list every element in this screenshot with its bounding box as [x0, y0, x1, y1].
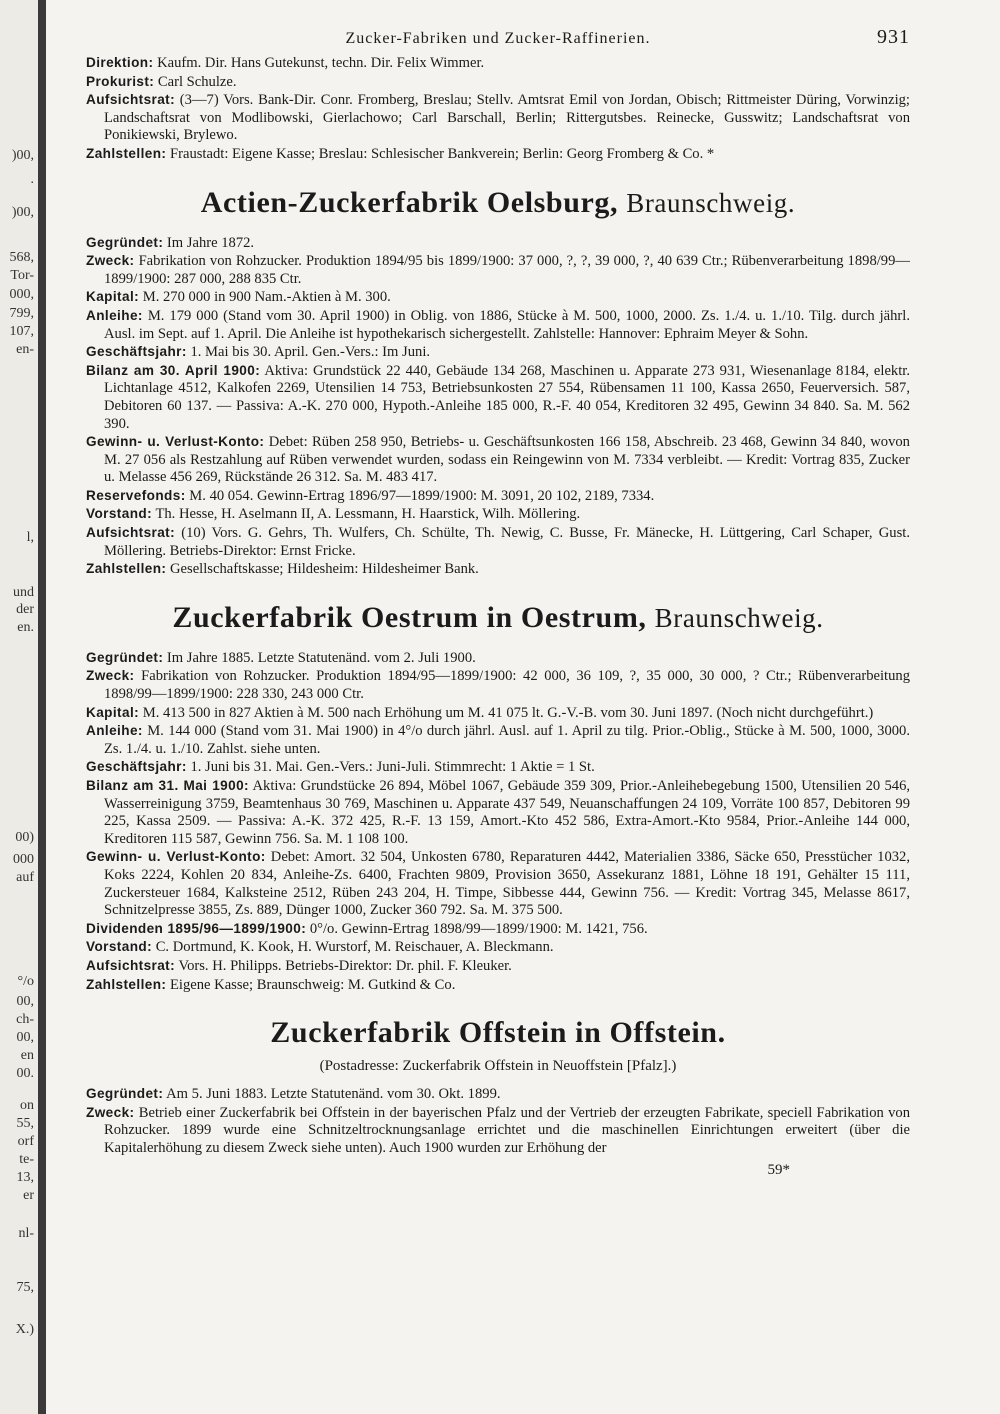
entry-paragraph — [86, 252, 910, 288]
field-label: Aufsichtsrat: — [86, 92, 176, 108]
field-text: 1. Juni bis 31. Mai. Gen.-Vers.: Juni-Juli. Stimmrecht: 1 Aktie = 1 St. — [190, 759, 595, 776]
field-text: Aktiva: Grundstück 22 440, Gebäude 134 268, Maschinen u. Apparate 273 931, Wiesenanlage 8184, elektr. Lichtanlage 4512, Kalkofen 2269, Utensilien 14 753, Betriebsunkosten 27 554, Rübensamen 11 100, Kassa 2650, Feuerversich. 587, Debitoren 60 137. — Passiva: A.-K. 270 000, Hypoth.-Anleihe 185 000, R.-F. 40 054, Kreditoren 32 495, Gewinn 34 840. Sa. M. 562 390. — [104, 362, 910, 432]
gutter-fragment: l, — [26, 530, 34, 545]
field-text: Betrieb einer Zuckerfabrik bei Offstein in der bayerischen Pfalz und der Vertrieb der erzeugten Fabrikate, speciell Fabrikation von Rohzucker. 1899 wurde eine Schnitzeltrocknungsanlage errichtet und die maschinellen Einrichtungen erweitert (über die Kapitalerhöhung zu diesem Zweck siehe unten). Auch 1900 wurden zur Erhöhung der — [104, 1104, 910, 1156]
entry-paragraph — [86, 73, 910, 92]
field-label: Kapital: — [86, 289, 140, 305]
document-page — [86, 24, 910, 1394]
field-label: Prokurist: — [86, 73, 155, 89]
field-label: Kapital: — [86, 704, 140, 720]
gutter-fragment: auf — [16, 870, 34, 885]
gutter-fragment: orf — [17, 1134, 34, 1149]
field-text: Fabrikation von Rohzucker. Produktion 1894/95—1899/1900: 42 000, 36 109, ?, 35 000, 30 000, ? Ctr.; Rübenverarbeitung 1898/99—1899/1900: 228 330, 243 000 Ctr. — [104, 668, 910, 703]
field-text: 0°/o. Gewinn-Ertrag 1898/99—1899/1900: M. 1421, 756. — [309, 920, 648, 937]
entry-paragraph — [86, 505, 910, 524]
gutter-fragment: en- — [16, 342, 34, 357]
field-label: Gegründet: — [86, 234, 164, 250]
entry-paragraph — [86, 307, 910, 343]
company-entries — [86, 186, 910, 1158]
entry-paragraph — [86, 362, 910, 433]
gutter-fragment: 00. — [16, 1066, 34, 1081]
page-fold-shadow — [38, 0, 46, 1414]
gutter-fragment: Tor- — [10, 268, 34, 283]
gutter-fragment: und — [13, 585, 34, 600]
entry-paragraph — [86, 1104, 910, 1158]
company-name: Actien-Zuckerfabrik Oelsburg, — [200, 185, 619, 219]
running-head — [86, 24, 910, 54]
field-label: Anleihe: — [86, 723, 143, 739]
company-entry — [86, 1085, 910, 1157]
field-text: Vors. H. Philipps. Betriebs-Direktor: Dr. phil. F. Kleuker. — [178, 957, 512, 974]
field-text: Debet: Amort. 32 504, Unkosten 6780, Reparaturen 4442, Materialien 3386, Säcke 650, Presstücher 1032, Koks 2224, Kohlen 20 834, Anleihe-Zs. 6400, Frachten 9809, Provision 3650, Assekuranz 1881, Löhne 18 191, Gehälter 15 111, Zuckersteuer 1684, Kalksteine 2512, Rüben 243 204, H. Timpe, Sibbesse 444, Gewinn 756. — Kredit: Vortrag 345, Melasse 8617, Schnitzelpresse 3855, Zs. 889, Dünger 1000, Zucker 360 792. Sa. M. 375 500. — [104, 849, 910, 919]
field-text: Th. Hesse, H. Aselmann II, A. Lessmann, H. Haarstick, Wilh. Möllering. — [155, 506, 581, 523]
gutter-fragment: . — [30, 172, 34, 187]
gutter-fragment: 00, — [16, 1030, 34, 1045]
gutter-fragment: der — [16, 602, 34, 617]
field-text: Am 5. Juni 1883. Letzte Statutenänd. vom 30. Okt. 1899. — [166, 1086, 501, 1103]
entry-paragraph — [86, 433, 910, 487]
field-label: Bilanz am 31. Mai 1900: — [86, 778, 249, 793]
field-text: (10) Vors. G. Gehrs, Th. Wulfers, Ch. Schülte, Th. Newig, C. Busse, Fr. Mänecke, H. Lüttgering, Carl Schaper, Gust. Möllering. Betriebs-Direktor: Ernst Fricke. — [104, 525, 910, 559]
company-city: Braunschweig. — [654, 602, 824, 633]
entry-paragraph — [86, 704, 910, 723]
field-text: M. 179 000 (Stand vom 30. April 1900) in Oblig. von 1886, Stücke à M. 500, 1000, 2000. Zs. 1./4. u. 1./10. Tilg. durch jährl. Ausl. im Sept. auf 1. April. Die Anleihe ist hypothekarisch sichergestellt. Zahlstelle: Hannover: Ephraim Meyer & Sohn. — [104, 307, 910, 342]
entry-paragraph — [86, 234, 910, 253]
entry-paragraph — [86, 343, 910, 362]
entry-paragraph — [86, 560, 910, 579]
field-text: 1. Mai bis 30. April. Gen.-Vers.: Im Juni. — [190, 344, 431, 361]
company-heading — [86, 186, 910, 220]
gutter-fragment: 000 — [13, 852, 34, 867]
gutter-fragment: nl- — [18, 1226, 34, 1241]
field-label: Geschäftsjahr: — [86, 344, 187, 360]
field-label: Bilanz am 30. April 1900: — [86, 362, 261, 378]
gutter-fragment: 55, — [16, 1116, 34, 1131]
gutter-fragment: 00, — [16, 994, 34, 1009]
entry-paragraph — [86, 758, 910, 777]
folio-signature: 59* — [767, 1161, 790, 1178]
field-label: Zahlstellen: — [86, 976, 167, 992]
field-label: Reservefonds: — [86, 487, 186, 503]
field-label: Aufsichtsrat: — [86, 957, 176, 973]
field-text: M. 144 000 (Stand vom 31. Mai 1900) in 4°/o durch jährl. Ausl. auf 1. April zu tilg. Prior.-Oblig., Stücke à M. 500, 1000, 3000. Zs. 1./4. u. 1./10. Zahlst. siehe unten. — [104, 723, 910, 757]
entry-paragraph — [86, 722, 910, 758]
field-text: M. 413 500 in 827 Aktien à M. 500 nach Erhöhung um M. 41 075 lt. G.-V.-B. vom 30. Juni 1897. (Noch nicht durchgeführt.) — [142, 704, 874, 721]
entry-paragraph — [86, 976, 910, 995]
field-label: Zweck: — [86, 668, 135, 684]
field-label: Geschäftsjahr: — [86, 759, 187, 775]
field-label: Dividenden 1895/96—1899/1900: — [86, 920, 307, 936]
page-number: 931 — [877, 26, 910, 48]
gutter-fragment: 00) — [15, 830, 34, 845]
gutter-fragment: X.) — [15, 1322, 34, 1337]
gutter-fragment: )00, — [11, 148, 34, 163]
field-text: Eigene Kasse; Braunschweig: M. Gutkind & Co. — [170, 976, 456, 993]
gutter-fragment: en. — [17, 620, 34, 635]
field-text: Debet: Rüben 258 950, Betriebs- u. Geschäftsunkosten 166 158, Abschreib. 23 468, Gewinn 34 840, wovon M. 27 056 als Restzahlung auf Rüben verwendet wurden, sodass ein Reingewinn von M. 7334 verbleibt. — Kredit: Vortrag 835, Zucker u. Melasse 456 269, Rückstände 26 312. Sa. M. 483 417. — [104, 434, 910, 486]
adjacent-page-margin — [0, 0, 46, 1414]
field-text: Im Jahre 1872. — [166, 234, 255, 251]
company-postal-address: (Postadresse: Zuckerfabrik Offstein in Neuoffstein [Pfalz].) — [319, 1058, 677, 1075]
gutter-fragment: °/o — [17, 974, 34, 989]
field-label: Zweck: — [86, 253, 135, 269]
gutter-fragment: 568, — [9, 250, 34, 265]
field-text: Fabrikation von Rohzucker. Produktion 1894/95 bis 1899/1900: 37 000, ?, ?, 39 000, ?, 40 639 Ctr.; Rübenverarbeitung 1898/99—1899/1900: 287 000, 288 835 Ctr. — [104, 253, 910, 287]
field-label: Vorstand: — [86, 939, 153, 955]
gutter-fragment: 13, — [16, 1170, 34, 1185]
entry-paragraph — [86, 957, 910, 976]
entry-paragraph — [86, 848, 910, 919]
field-label: Zweck: — [86, 1104, 135, 1120]
gutter-fragment: )00, — [11, 205, 34, 220]
gutter-fragment: te- — [19, 1152, 34, 1167]
entry-paragraph — [86, 288, 910, 307]
entry-paragraph — [86, 54, 910, 73]
field-label: Gegründet: — [86, 649, 164, 665]
gutter-fragment: 000, — [9, 287, 34, 302]
company-entry — [86, 234, 910, 579]
continued-entry — [86, 54, 910, 164]
field-text: C. Dortmund, K. Kook, H. Wurstorf, M. Reischauer, A. Bleckmann. — [155, 939, 554, 956]
gutter-fragment: en — [20, 1048, 34, 1063]
field-label: Gewinn- u. Verlust-Konto: — [86, 434, 265, 450]
gutter-fragment: er — [23, 1188, 34, 1203]
gutter-fragment: 75, — [16, 1280, 34, 1295]
entry-paragraph — [86, 649, 910, 668]
field-text: Gesellschaftskasse; Hildesheim: Hildesheimer Bank. — [170, 561, 479, 578]
field-text: Im Jahre 1885. Letzte Statutenänd. vom 2. Juli 1900. — [166, 649, 476, 666]
entry-paragraph — [86, 524, 910, 560]
company-heading — [86, 1016, 910, 1050]
field-text: Aktiva: Grundstücke 26 894, Möbel 1067, Gebäude 359 309, Prior.-Anleihebegebung 1500, Utensilien 20 546, Wasserreinigung 3759, Beamtenhaus 30 769, Maschinen u. Apparate 437 549, Neuanschaffungen 24 109, Vorräte 100 857, Debitoren 99 225, Kassa 2509. — Passiva: A.-K. 372 425, R.-F. 13 159, Amort.-Kto 452 586, Extra-Amort.-Kto 9584, Prior.-Anleihe 144 000, Kreditoren 115 587, Gewinn 756. Sa. M. 1 108 100. — [104, 778, 911, 847]
entry-paragraph — [86, 777, 910, 848]
entry-paragraph — [86, 920, 910, 939]
field-label: Vorstand: — [86, 506, 153, 522]
entry-paragraph — [86, 938, 910, 957]
field-text: M. 40 054. Gewinn-Ertrag 1896/97—1899/1900: M. 3091, 20 102, 2189, 7334. — [189, 487, 655, 504]
gutter-fragment: 107, — [9, 324, 34, 339]
field-text: Fraustadt: Eigene Kasse; Breslau: Schlesischer Bankverein; Berlin: Georg Fromberg & Co. * — [170, 145, 715, 162]
field-label: Direktion: — [86, 55, 154, 70]
company-name: Zuckerfabrik Offstein in Offstein. — [270, 1016, 726, 1050]
gutter-fragment: on — [20, 1098, 34, 1113]
field-label: Gegründet: — [86, 1086, 164, 1102]
entry-paragraph — [86, 145, 910, 164]
field-text: (3—7) Vors. Bank-Dir. Conr. Fromberg, Breslau; Stellv. Amtsrat Emil von Jordan, Obisch; Rittmeister Düring, Vorwinzig; Landschaftsrat von Modlibowski, Gierlachowo; Carl Barschall, Berlin; Rittergutsbes. Reinecke, Gusswitz; Landschaftsrat von Ponikiewski, Brylewo. — [104, 92, 910, 144]
field-label: Aufsichtsrat: — [86, 525, 176, 541]
entry-paragraph — [86, 91, 910, 145]
company-city: Braunschweig. — [626, 187, 796, 218]
gutter-fragment: 799, — [9, 306, 34, 321]
field-text: Kaufm. Dir. Hans Gutekunst, techn. Dir. Felix Wimmer. — [157, 55, 485, 71]
company-heading — [86, 601, 910, 635]
field-text: Carl Schulze. — [157, 73, 237, 90]
entry-paragraph — [86, 1085, 910, 1104]
company-name: Zuckerfabrik Oestrum in Oestrum, — [172, 600, 647, 634]
gutter-fragment: ch- — [16, 1012, 34, 1027]
company-entry — [86, 649, 910, 994]
field-label: Gewinn- u. Verlust-Konto: — [86, 849, 266, 865]
field-label: Zahlstellen: — [86, 145, 167, 161]
field-text: M. 270 000 in 900 Nam.-Aktien à M. 300. — [142, 289, 391, 306]
field-label: Anleihe: — [86, 307, 143, 323]
field-label: Zahlstellen: — [86, 561, 167, 577]
running-head-title: Zucker-Fabriken und Zucker-Raffinerien. — [345, 30, 651, 47]
entry-paragraph — [86, 667, 910, 703]
entry-paragraph — [86, 487, 910, 506]
